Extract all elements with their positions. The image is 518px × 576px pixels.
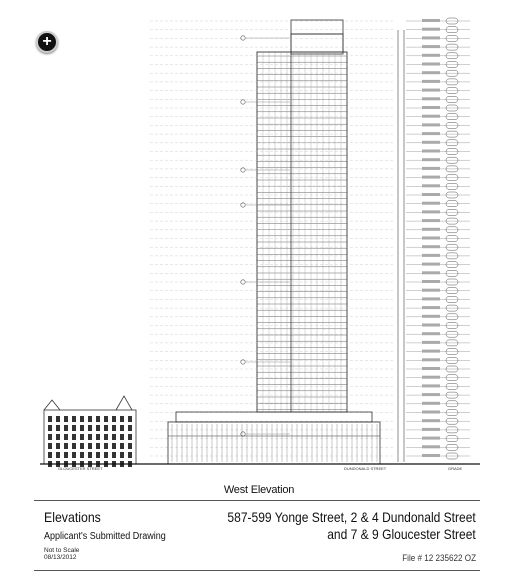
level-label-mark bbox=[422, 384, 440, 387]
level-label-mark bbox=[422, 341, 440, 344]
level-label-mark bbox=[422, 332, 440, 335]
level-label-mark bbox=[422, 36, 440, 39]
level-label-mark bbox=[422, 402, 440, 405]
heritage-window bbox=[56, 434, 60, 440]
level-label-mark bbox=[422, 245, 440, 248]
heritage-window bbox=[64, 425, 68, 431]
tower-crown-upper bbox=[291, 34, 343, 54]
level-label-mark bbox=[422, 297, 440, 300]
heritage-window bbox=[48, 416, 52, 422]
level-label-mark bbox=[422, 324, 440, 327]
sheet-title: Elevations bbox=[44, 509, 101, 525]
callout-circle bbox=[241, 203, 245, 207]
heritage-window bbox=[72, 416, 76, 422]
level-label-mark bbox=[422, 123, 440, 126]
level-label-mark bbox=[422, 393, 440, 396]
heritage-window bbox=[88, 416, 92, 422]
callout-circle bbox=[241, 432, 245, 436]
level-label-mark bbox=[422, 19, 440, 22]
callout-circle bbox=[241, 36, 245, 40]
heritage-window bbox=[80, 434, 84, 440]
heritage-window bbox=[88, 425, 92, 431]
level-label-mark bbox=[422, 80, 440, 83]
level-label-mark bbox=[422, 454, 440, 457]
heritage-window bbox=[104, 434, 108, 440]
level-label-mark bbox=[422, 167, 440, 170]
heritage-window bbox=[128, 452, 132, 458]
podium-base bbox=[168, 422, 380, 464]
heritage-window bbox=[56, 443, 60, 449]
heritage-window bbox=[96, 416, 100, 422]
level-label-mark bbox=[422, 115, 440, 118]
heritage-window bbox=[112, 416, 116, 422]
level-label-mark bbox=[422, 445, 440, 448]
tower-body bbox=[257, 52, 347, 412]
tower-crown bbox=[291, 20, 343, 34]
heritage-window bbox=[64, 452, 68, 458]
heritage-window bbox=[112, 434, 116, 440]
level-label-mark bbox=[422, 367, 440, 370]
heritage-window bbox=[112, 452, 116, 458]
heritage-window bbox=[64, 443, 68, 449]
zoom-in-icon[interactable]: + bbox=[36, 31, 58, 53]
level-label-mark bbox=[422, 254, 440, 257]
heritage-window bbox=[104, 425, 108, 431]
level-label-mark bbox=[422, 419, 440, 422]
sheet-date: 08/13/2012 bbox=[44, 554, 77, 561]
heritage-window bbox=[80, 425, 84, 431]
heritage-window bbox=[128, 416, 132, 422]
level-label-mark bbox=[422, 89, 440, 92]
level-label-mark bbox=[422, 411, 440, 414]
level-label-mark bbox=[422, 376, 440, 379]
heritage-window bbox=[96, 425, 100, 431]
heritage-window bbox=[128, 443, 132, 449]
sheet-subtitle: Applicant's Submitted Drawing bbox=[44, 531, 166, 542]
level-label-mark bbox=[422, 106, 440, 109]
heritage-window bbox=[120, 416, 124, 422]
level-label-mark bbox=[422, 141, 440, 144]
level-label-mark bbox=[422, 193, 440, 196]
callout-circle bbox=[241, 100, 245, 104]
level-label-mark bbox=[422, 315, 440, 318]
heritage-window bbox=[56, 425, 60, 431]
podium-band bbox=[176, 412, 372, 422]
heritage-window bbox=[72, 452, 76, 458]
heritage-window bbox=[48, 425, 52, 431]
heritage-window bbox=[120, 434, 124, 440]
callout-circle bbox=[241, 168, 245, 172]
heritage-window bbox=[120, 443, 124, 449]
scale-and-date bbox=[44, 547, 79, 561]
heritage-window bbox=[104, 416, 108, 422]
level-label-mark bbox=[422, 132, 440, 135]
heritage-window bbox=[96, 434, 100, 440]
level-label-mark bbox=[422, 219, 440, 222]
heritage-window bbox=[88, 443, 92, 449]
site-address bbox=[228, 509, 476, 543]
heritage-window bbox=[80, 443, 84, 449]
address-line-2: and 7 & 9 Gloucester Street bbox=[327, 526, 476, 542]
heritage-window bbox=[80, 416, 84, 422]
gloucester-street-label: GLOUCESTER STREET bbox=[58, 466, 103, 471]
heritage-window bbox=[72, 443, 76, 449]
heritage-window bbox=[88, 434, 92, 440]
level-label-mark bbox=[422, 271, 440, 274]
level-label-mark bbox=[422, 54, 440, 57]
heritage-roof bbox=[44, 396, 132, 410]
level-label-mark bbox=[422, 306, 440, 309]
level-label-mark bbox=[422, 350, 440, 353]
title-divider bbox=[34, 500, 480, 501]
heritage-window bbox=[72, 434, 76, 440]
heritage-window bbox=[64, 416, 68, 422]
heritage-window bbox=[96, 443, 100, 449]
level-label-mark bbox=[422, 176, 440, 179]
grade-label: GRADE bbox=[448, 466, 463, 471]
level-label-mark bbox=[422, 97, 440, 100]
heritage-window bbox=[112, 425, 116, 431]
heritage-window bbox=[120, 425, 124, 431]
level-label-mark bbox=[422, 45, 440, 48]
file-number: File # 12 235622 OZ bbox=[402, 553, 476, 563]
level-label-mark bbox=[422, 28, 440, 31]
bottom-divider bbox=[34, 570, 480, 571]
level-label-mark bbox=[422, 210, 440, 213]
heritage-window bbox=[72, 425, 76, 431]
level-label-mark bbox=[422, 158, 440, 161]
heritage-window bbox=[112, 443, 116, 449]
tower-step bbox=[291, 34, 343, 52]
level-label-mark bbox=[422, 428, 440, 431]
level-label-mark bbox=[422, 263, 440, 266]
scale-note: Not to Scale bbox=[44, 547, 80, 554]
heritage-window bbox=[88, 452, 92, 458]
heritage-window bbox=[128, 434, 132, 440]
heritage-window bbox=[48, 452, 52, 458]
heritage-window bbox=[56, 416, 60, 422]
drawing-caption: West Elevation bbox=[223, 484, 295, 496]
address-line-1: 587-599 Yonge Street, 2 & 4 Dundonald Street bbox=[227, 509, 476, 525]
level-label-mark bbox=[422, 63, 440, 66]
level-label-mark bbox=[422, 184, 440, 187]
heritage-window bbox=[56, 452, 60, 458]
heritage-window bbox=[48, 443, 52, 449]
heritage-window bbox=[80, 452, 84, 458]
level-label-mark bbox=[422, 289, 440, 292]
heritage-window bbox=[120, 452, 124, 458]
heritage-window bbox=[128, 425, 132, 431]
level-label-mark bbox=[422, 202, 440, 205]
heritage-window bbox=[64, 434, 68, 440]
dundonald-street-label: DUNDONALD STREET bbox=[344, 466, 387, 471]
level-label-mark bbox=[422, 71, 440, 74]
level-label-mark bbox=[422, 358, 440, 361]
heritage-window bbox=[104, 452, 108, 458]
heritage-window bbox=[48, 434, 52, 440]
heritage-window bbox=[96, 452, 100, 458]
heritage-window bbox=[104, 443, 108, 449]
level-label-mark bbox=[422, 237, 440, 240]
level-label-mark bbox=[422, 228, 440, 231]
level-label-mark bbox=[422, 280, 440, 283]
level-label-mark bbox=[422, 437, 440, 440]
level-label-mark bbox=[422, 150, 440, 153]
